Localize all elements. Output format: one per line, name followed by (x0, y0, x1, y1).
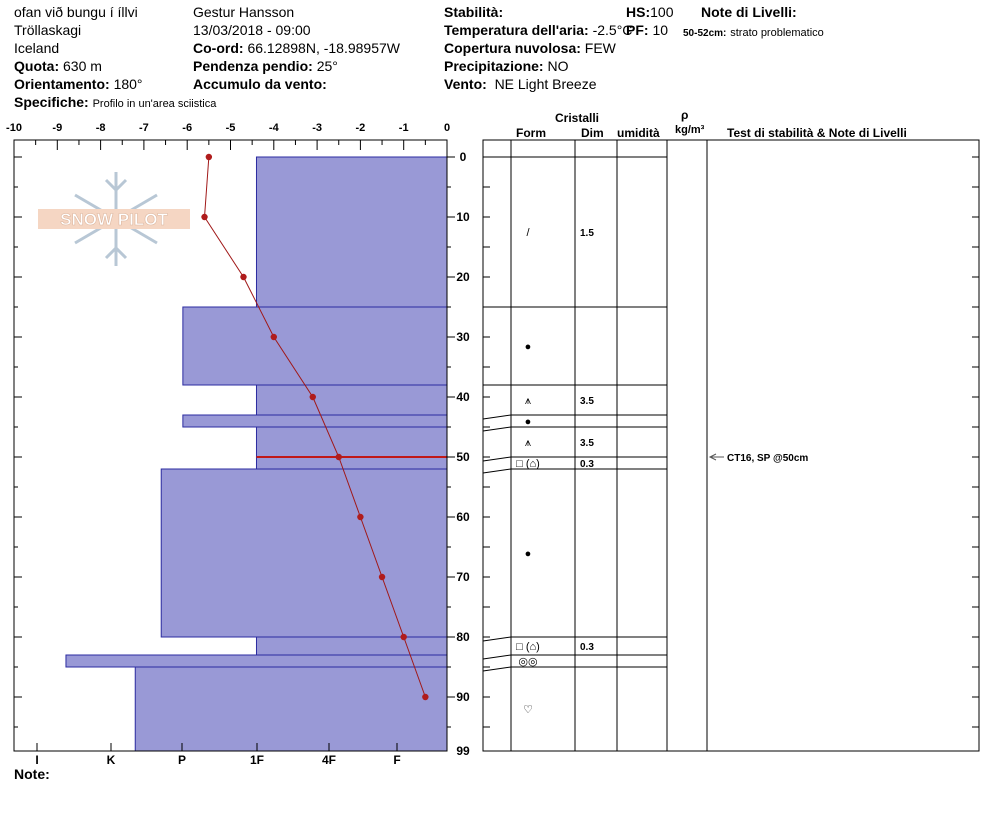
precip-label: Precipitazione: (444, 58, 544, 74)
datetime: 13/03/2018 - 09:00 (193, 22, 311, 38)
layer-connector (483, 667, 511, 671)
pf-value: 10 (652, 22, 669, 38)
slope-label: Pendenza pendio: (193, 58, 313, 74)
rho-unit-header: kg/m³ (675, 124, 705, 136)
temperature-point (379, 574, 385, 580)
quota-value: 630 m (63, 58, 102, 74)
precip-value: NO (547, 58, 569, 74)
tests-header: Test di stabilità & Note di Livelli (727, 126, 907, 140)
cloud-value: FEW (584, 40, 616, 56)
pf-label: PF: (626, 22, 649, 38)
layer-connector (483, 427, 511, 431)
layer-bar (66, 655, 447, 667)
location-name: ofan við bungu í íllvi (14, 4, 138, 20)
grain-form-symbol: ◎◎ (518, 656, 538, 668)
layer-note-text: strato problematico (730, 27, 824, 39)
stability-label: Stabilità: (444, 4, 504, 20)
grain-form-symbol: ● (524, 341, 532, 353)
temp-tick-label: -9 (52, 122, 63, 134)
coord-label: Co-ord: (193, 40, 244, 56)
depth-tick-label: 90 (456, 690, 470, 704)
slope-value: 25° (316, 58, 338, 74)
layer-bar (161, 469, 447, 637)
temp-tick-label: -7 (139, 122, 149, 134)
temperature-point (422, 694, 428, 700)
wind-value: NE Light Breeze (494, 76, 597, 92)
layer-bar (256, 637, 447, 655)
grain-form-symbol: ● (524, 548, 532, 560)
logo-text: SNOW PILOT (60, 210, 168, 229)
orient-label: Orientamento: (14, 76, 110, 92)
layer-bar (256, 157, 447, 307)
layer-connector (483, 637, 511, 641)
region-name: Tröllaskagi (14, 22, 82, 38)
temp-tick-label: 0 (443, 122, 451, 134)
temp-tick-label: -2 (355, 122, 366, 134)
depth-tick-label: 70 (456, 570, 470, 584)
layer-connector (483, 655, 511, 659)
layer-bar (183, 415, 447, 427)
depth-tick-label: 40 (456, 390, 470, 404)
grain-form-symbol: ● (524, 416, 532, 428)
wind-loading-label: Accumulo da vento: (193, 76, 327, 92)
grain-size-value: 0.3 (580, 642, 594, 653)
temp-tick-label: -10 (6, 122, 22, 134)
temp-tick-label: -4 (268, 122, 279, 134)
rho-header: ρ (681, 108, 689, 122)
hardness-label: I (35, 753, 39, 767)
hardness-layers (66, 157, 447, 751)
specifiche-value: Profilo in un'area sciistica (92, 98, 217, 110)
note-label: Note: (14, 766, 50, 782)
wind-label: Vento: (444, 76, 487, 92)
country-name: Iceland (14, 40, 60, 56)
cristalli-header: Cristalli (555, 111, 600, 125)
grain-form-symbol: □ (⌂) (516, 641, 540, 653)
temperature-point (206, 154, 212, 160)
snowpilot-logo (38, 172, 190, 266)
hardness-label: K (106, 753, 116, 767)
layer-bar (256, 457, 447, 469)
observer-name: Gestur Hansson (193, 4, 295, 20)
depth-tick-label: 10 (456, 210, 470, 224)
grain-size-value: 3.5 (580, 438, 594, 449)
temperature-point (401, 634, 407, 640)
crystals-table (483, 140, 979, 751)
temp-tick-label: -8 (95, 122, 106, 134)
layer-bar (256, 427, 447, 457)
depth-tick-label: 30 (456, 330, 470, 344)
temperature-point (336, 454, 342, 460)
depth-tick-label: 80 (456, 630, 470, 644)
grain-size-value: 1.5 (580, 228, 594, 239)
depth-tick-label: 60 (456, 510, 470, 524)
grain-form-symbol: ⩚ (524, 395, 532, 407)
hardness-label: F (393, 753, 401, 767)
form-header: Form (516, 126, 546, 140)
cloud-label: Copertura nuvolosa: (444, 40, 581, 56)
dim-header: Dim (581, 126, 604, 140)
depth-tick-label: 0 (459, 150, 467, 164)
orient-value: 180° (113, 76, 143, 92)
layer-connector (483, 469, 511, 473)
quota-label: Quota: (14, 58, 60, 74)
temp-label: Temperatura dell'aria: (444, 22, 589, 38)
layer-connector (483, 457, 511, 461)
layer-notes-label: Note di Livelli: (701, 4, 797, 20)
hs-label: HS: (626, 4, 651, 20)
layer-connector (483, 415, 511, 419)
umidita-header: umidità (617, 126, 660, 140)
hardness-label: 1F (249, 753, 265, 767)
depth-tick-label: 50 (456, 450, 470, 464)
layer-bar (135, 667, 447, 751)
specifiche-label: Specifiche: (14, 94, 89, 110)
depth-tick-label: 20 (456, 270, 470, 284)
depth-tick-label: 99 (456, 744, 470, 758)
temperature-point (240, 274, 246, 280)
layer-bar (256, 385, 447, 415)
temperature-point (310, 394, 316, 400)
temp-tick-label: -5 (225, 122, 236, 134)
coord-value: 66.12898N, -18.98957W (247, 40, 400, 56)
test-result: CT16, SP @50cm (727, 453, 809, 464)
hs-value: 100 (650, 4, 674, 20)
grain-form-symbol: □ (⌂) (516, 458, 540, 470)
layer-bar (183, 307, 447, 385)
hardness-label: P (177, 753, 187, 767)
temp-tick-label: -3 (312, 122, 322, 134)
temperature-point (271, 334, 277, 340)
hardness-label: 4F (321, 753, 337, 767)
layer-note-depth: 50-52cm: (683, 28, 727, 39)
temp-value: -2.5°C (592, 22, 633, 38)
grain-size-value: 0.3 (580, 459, 594, 470)
temp-tick-label: -1 (398, 122, 409, 134)
grain-form-symbol: / (526, 227, 530, 239)
temperature-point (357, 514, 363, 520)
grain-form-symbol: ⩚ (524, 437, 532, 449)
grain-size-value: 3.5 (580, 396, 594, 407)
temperature-point (201, 214, 207, 220)
temperature-axis (6, 122, 450, 150)
grain-form-symbol: ♡ (523, 704, 533, 716)
table-frame (483, 140, 979, 751)
temp-tick-label: -6 (182, 122, 193, 134)
